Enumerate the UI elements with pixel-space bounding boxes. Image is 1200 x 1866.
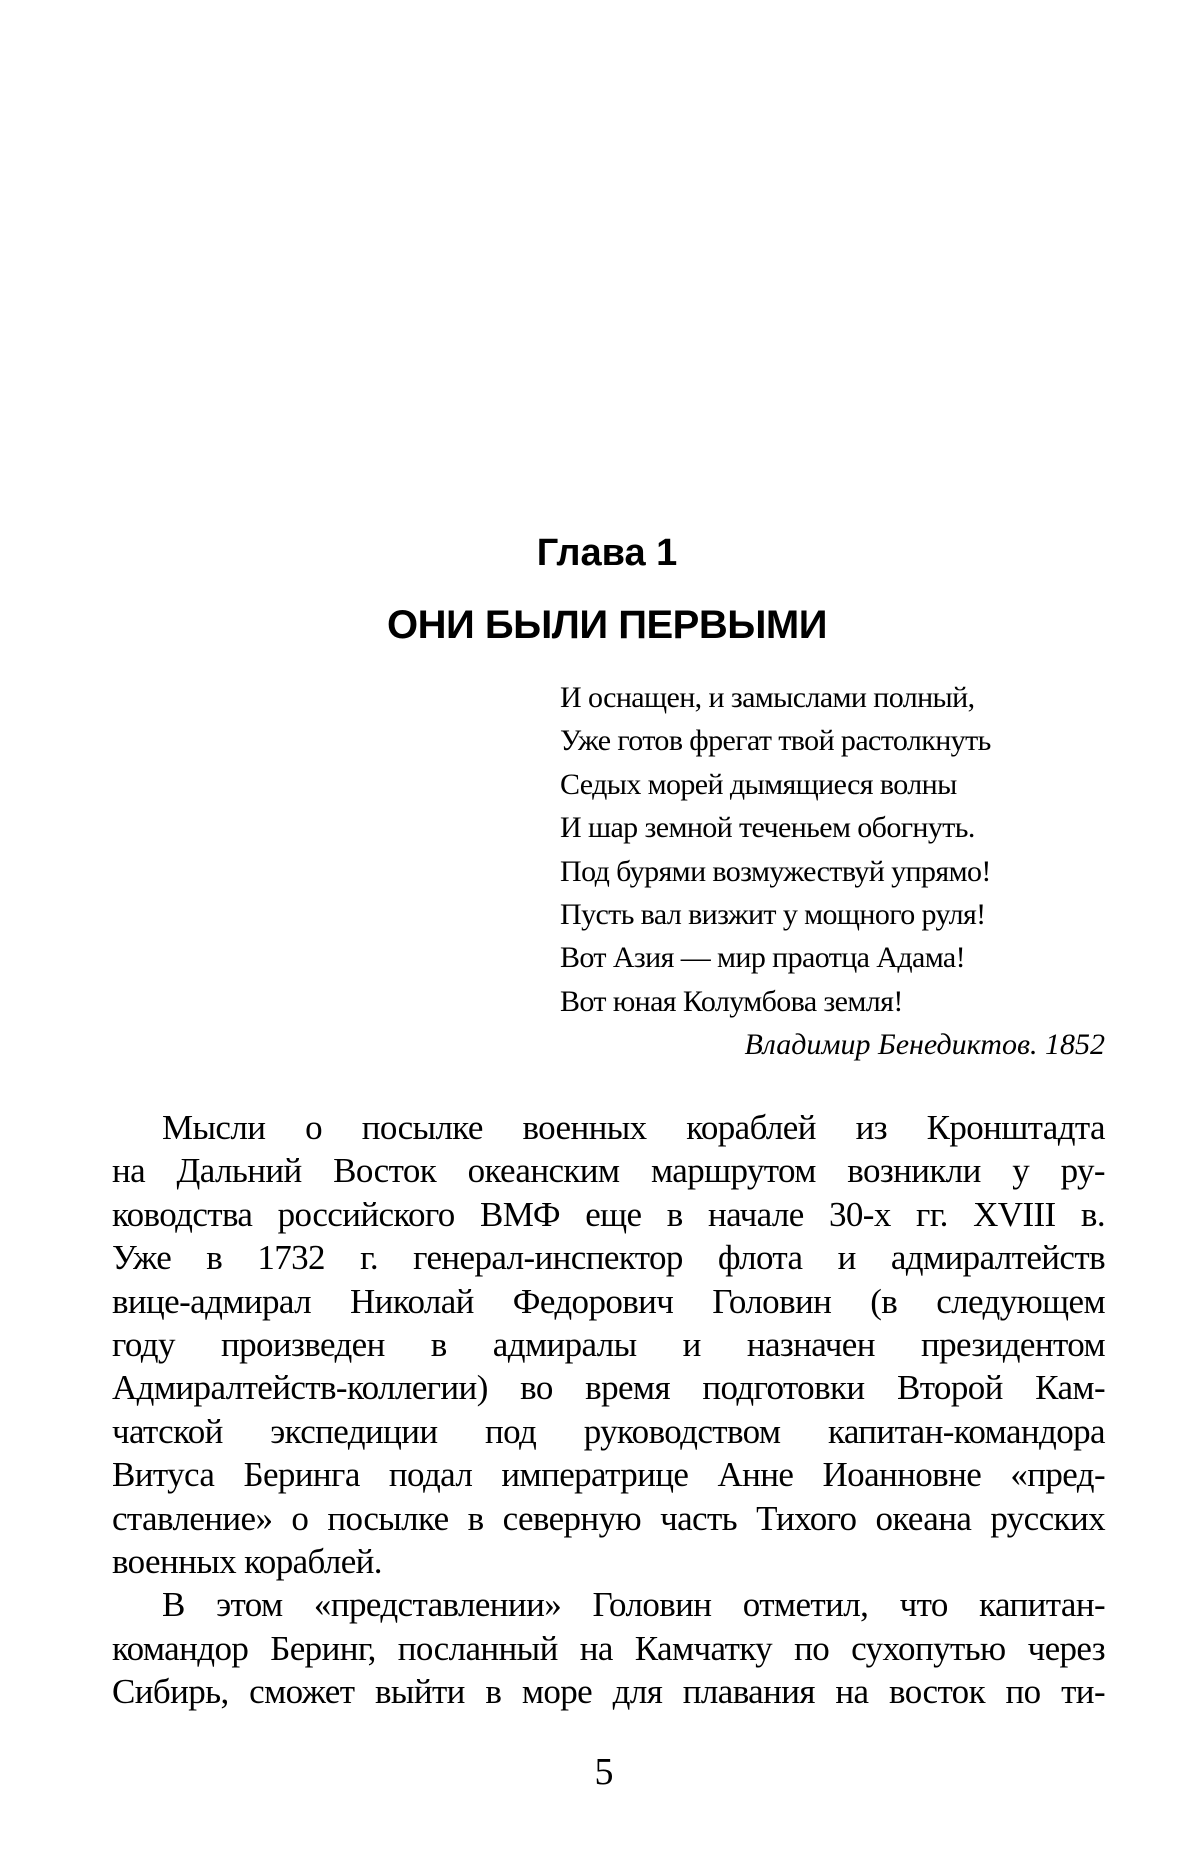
paragraph-1 [112,1106,1105,1583]
text-line: Мысли о посылке военных кораблей из Кронштадта [162,1108,1105,1147]
epigraph-attribution: Владимир Бенедиктов. 1852 [744,1028,1105,1062]
epigraph-line: Уже готов фрегат твой растолкнуть [560,724,991,758]
epigraph-line: Пусть вал визжит у мощного руля! [560,898,986,932]
epigraph-line: Вот Азия — мир праотца Адама! [560,941,966,975]
text-line: ководства российского ВМФ еще в начале 30-х гг. XVIII в. [112,1194,1105,1234]
epigraph [560,676,1105,1067]
epigraph-line: И шар земной теченьем обогнуть. [560,811,975,845]
text-line: Сибирь, сможет выйти в море для плавания на восток по ти- [112,1672,1105,1712]
page-number: 5 [594,1751,614,1793]
body-text [112,1106,1105,1713]
text-line: Адмиралтейств-коллегии) во время подготовки Второй Кам- [112,1368,1105,1408]
text-line: вице-адмирал Николай Федорович Головин (в следующем [112,1281,1105,1321]
text-line: чатской экспедиции под руководством капитан-командора [112,1411,1105,1451]
text-line: командор Беринг, посланный на Камчатку по сухопутью через [112,1628,1105,1668]
chapter-label: Глава 1 [536,532,678,574]
epigraph-line: Седых морей дымящиеся волны [560,767,957,801]
epigraph-line: Вот юная Колумбова земля! [560,984,903,1018]
paragraph-2 [112,1583,1105,1713]
text-line: военных кораблей. [112,1541,382,1581]
text-line: на Дальний Восток океанским маршрутом возникли у ру- [112,1151,1105,1191]
epigraph-line: Под бурями возмужествуй упрямо! [560,854,991,888]
text-line: году произведен в адмиралы и назначен президентом [112,1324,1105,1364]
text-line: ставление» о посылке в северную часть Тихого океана русских [112,1498,1105,1538]
text-line: Витуса Беринга подал императрице Анне Иоанновне «пред- [112,1455,1105,1495]
text-line: В этом «представлении» Головин отметил, что капитан- [162,1585,1105,1625]
chapter-title: ОНИ БЫЛИ ПЕРВЫМИ [387,603,827,647]
epigraph-line: И оснащен, и замыслами полный, [560,681,975,714]
text-line: Уже в 1732 г. генерал-инспектор флота и адмиралтейств [112,1238,1105,1278]
